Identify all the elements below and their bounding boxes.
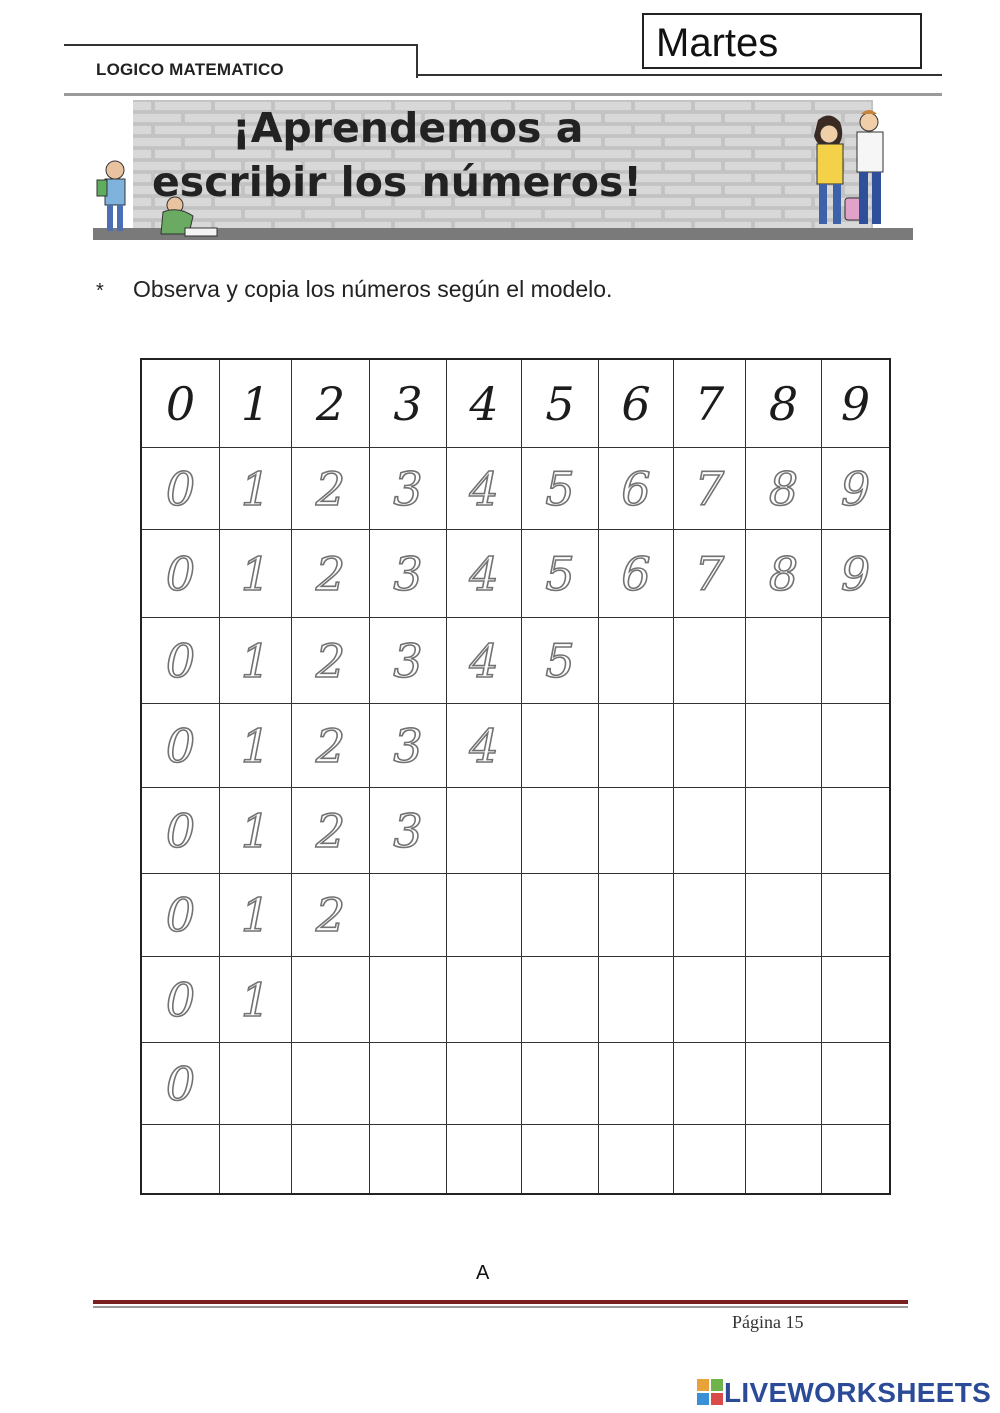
- grid-cell[interactable]: [522, 874, 599, 957]
- grid-cell[interactable]: [746, 788, 822, 874]
- grid-cell: [292, 874, 370, 957]
- tracing-digit: 0: [165, 803, 196, 858]
- model-digit: 7: [694, 376, 725, 431]
- grid-cell: [292, 360, 370, 448]
- grid-cell: [142, 448, 220, 530]
- grid-cell: [142, 874, 220, 957]
- grid-cell: [292, 618, 370, 704]
- grid-cell: [674, 448, 746, 530]
- grid-cell: [370, 530, 447, 618]
- grid-cell[interactable]: [599, 1125, 674, 1193]
- grid-cell[interactable]: [220, 1043, 292, 1125]
- grid-cell[interactable]: [292, 1125, 370, 1193]
- model-digit: 3: [393, 376, 423, 431]
- tracing-digit: 3: [393, 633, 423, 688]
- model-digit: 2: [315, 376, 346, 431]
- grid-cell: [822, 530, 889, 618]
- tracing-digit: 0: [165, 718, 196, 773]
- model-digit: 8: [768, 376, 799, 431]
- tracing-digit: 1: [240, 718, 271, 773]
- tracing-digit: 4: [469, 546, 499, 601]
- instruction-bullet: *: [96, 280, 104, 302]
- tracing-digit: 2: [315, 718, 346, 773]
- grid-cell: [142, 1043, 220, 1125]
- day-answer-text: Martes: [656, 21, 779, 65]
- grid-cell[interactable]: [822, 1043, 889, 1125]
- page-number: Página 15: [732, 1312, 804, 1332]
- grid-cell: [447, 360, 522, 448]
- grid-cell[interactable]: [746, 1125, 822, 1193]
- tracing-digit: 1: [240, 803, 271, 858]
- grid-cell: [599, 530, 674, 618]
- tracing-digit: 7: [694, 461, 725, 516]
- grid-cell[interactable]: [822, 618, 889, 704]
- grid-cell[interactable]: [822, 1125, 889, 1193]
- tracing-digit: 9: [840, 546, 871, 601]
- grid-cell: [822, 448, 889, 530]
- grid-cell: [220, 874, 292, 957]
- grid-cell: [447, 448, 522, 530]
- model-digit: 5: [545, 376, 575, 431]
- tracing-digit: 0: [165, 1056, 196, 1111]
- tracing-digit: 8: [768, 461, 799, 516]
- grid-cell[interactable]: [674, 957, 746, 1043]
- grid-cell[interactable]: [599, 618, 674, 704]
- grid-cell: [220, 360, 292, 448]
- grid-cell: [746, 360, 822, 448]
- grid-cell[interactable]: [447, 874, 522, 957]
- grid-cell: [599, 360, 674, 448]
- tracing-digit: 6: [621, 546, 651, 601]
- grid-cell[interactable]: [447, 1043, 522, 1125]
- grid-cell[interactable]: [822, 704, 889, 788]
- grid-cell: [522, 448, 599, 530]
- tracing-digit: 3: [393, 546, 423, 601]
- grid-cell[interactable]: [674, 1125, 746, 1193]
- tracing-digit: 0: [165, 633, 196, 688]
- header-rule: [416, 74, 942, 76]
- grid-cell[interactable]: [599, 874, 674, 957]
- grid-cell[interactable]: [599, 704, 674, 788]
- grid-cell: [447, 618, 522, 704]
- banner-title-line1: ¡Aprendemos a: [232, 104, 584, 152]
- tracing-digit: 5: [545, 461, 575, 516]
- tracing-digit: 2: [315, 803, 346, 858]
- tracing-digit: 2: [315, 888, 346, 942]
- grid-cell[interactable]: [746, 1043, 822, 1125]
- grid-cell[interactable]: [674, 1043, 746, 1125]
- instruction-text: Observa y copia los números según el modelo.: [133, 276, 613, 302]
- grid-cell[interactable]: [142, 1125, 220, 1193]
- grid-cell[interactable]: [370, 957, 447, 1043]
- grid-cell: [292, 448, 370, 530]
- tracing-digit: 4: [469, 633, 499, 688]
- model-digit: 0: [165, 376, 196, 431]
- tracing-digit: 2: [315, 633, 346, 688]
- grid-cell: [142, 530, 220, 618]
- tracing-digit: 1: [240, 461, 271, 516]
- grid-cell: [220, 530, 292, 618]
- grid-cell: [522, 530, 599, 618]
- grid-cell: [220, 704, 292, 788]
- grid-cell[interactable]: [746, 957, 822, 1043]
- grid-cell: [447, 704, 522, 788]
- grid-cell[interactable]: [746, 618, 822, 704]
- tracing-digit: 4: [469, 461, 499, 516]
- grid-cell[interactable]: [674, 618, 746, 704]
- grid-cell[interactable]: [822, 874, 889, 957]
- grid-cell[interactable]: [522, 704, 599, 788]
- model-digit: 9: [840, 376, 871, 431]
- grid-cell: [522, 618, 599, 704]
- grid-cell[interactable]: [522, 788, 599, 874]
- tracing-digit: 1: [240, 888, 271, 942]
- tracing-digit: 5: [545, 546, 575, 601]
- grid-cell: [220, 618, 292, 704]
- grid-cell[interactable]: [370, 1125, 447, 1193]
- tracing-digit: 3: [393, 803, 423, 858]
- grid-cell: [142, 618, 220, 704]
- grid-cell[interactable]: [522, 957, 599, 1043]
- grid-cell[interactable]: [746, 704, 822, 788]
- tracing-digit: 0: [165, 888, 196, 942]
- grid-cell: [370, 360, 447, 448]
- tracing-digit: 1: [240, 972, 271, 1027]
- grid-cell: [142, 788, 220, 874]
- grid-cell: [292, 788, 370, 874]
- tracing-digit: 2: [315, 461, 346, 516]
- tracing-digit: 2: [315, 546, 346, 601]
- model-digit: 6: [621, 376, 651, 431]
- grid-cell: [370, 618, 447, 704]
- grid-cell[interactable]: [370, 874, 447, 957]
- footer-rule: [93, 1300, 908, 1304]
- tracing-digit: 1: [240, 633, 271, 688]
- grid-cell[interactable]: [370, 1043, 447, 1125]
- grid-cell[interactable]: [292, 957, 370, 1043]
- grid-cell[interactable]: [822, 957, 889, 1043]
- tracing-digit: 3: [393, 461, 423, 516]
- tracing-digit: 3: [393, 718, 423, 773]
- tracing-digit: 0: [165, 546, 196, 601]
- grid-cell: [370, 704, 447, 788]
- tracing-digit: 0: [165, 461, 196, 516]
- grid-cell: [522, 360, 599, 448]
- header-divider: [64, 93, 942, 96]
- grid-cell[interactable]: [447, 1125, 522, 1193]
- tracing-digit: 5: [545, 633, 575, 688]
- grid-cell[interactable]: [599, 788, 674, 874]
- tracing-digit: 7: [694, 546, 725, 601]
- grid-cell[interactable]: [522, 1125, 599, 1193]
- grid-cell: [674, 360, 746, 448]
- grid-cell: [292, 704, 370, 788]
- grid-cell[interactable]: [599, 1043, 674, 1125]
- tracing-digit: 8: [768, 546, 799, 601]
- grid-cell: [370, 788, 447, 874]
- grid-cell: [746, 448, 822, 530]
- liveworksheets-logo-icon: [697, 1379, 723, 1405]
- grid-cell[interactable]: [522, 1043, 599, 1125]
- grid-cell: [370, 448, 447, 530]
- grid-cell: [220, 957, 292, 1043]
- model-digit: 1: [240, 376, 271, 431]
- footer-rule-grey: [93, 1306, 908, 1308]
- grid-cell[interactable]: [674, 704, 746, 788]
- grid-cell[interactable]: [599, 957, 674, 1043]
- grid-cell: [292, 530, 370, 618]
- grid-cell[interactable]: [674, 788, 746, 874]
- grid-cell[interactable]: [674, 874, 746, 957]
- grid-cell: [599, 448, 674, 530]
- grid-cell: [220, 788, 292, 874]
- tracing-digit: 0: [165, 972, 196, 1027]
- tracing-digit: 4: [469, 718, 499, 773]
- number-practice-grid: [140, 358, 891, 1195]
- grid-cell: [674, 530, 746, 618]
- subject-title: LOGICO MATEMATICO: [96, 60, 284, 79]
- grid-cell: [746, 530, 822, 618]
- tracing-digit: 6: [621, 461, 651, 516]
- grid-cell: [142, 704, 220, 788]
- grid-cell: [142, 957, 220, 1043]
- banner-title-line2: escribir los números!: [152, 158, 642, 206]
- grid-cell: [822, 360, 889, 448]
- grid-cell: [447, 530, 522, 618]
- grid-cell: [142, 360, 220, 448]
- grid-cell[interactable]: [447, 957, 522, 1043]
- grid-cell[interactable]: [822, 788, 889, 874]
- grid-cell: [220, 448, 292, 530]
- grid-cell[interactable]: [447, 788, 522, 874]
- answer-letter: A: [476, 1262, 490, 1284]
- grid-cell[interactable]: [220, 1125, 292, 1193]
- tracing-digit: 1: [240, 546, 271, 601]
- grid-cell[interactable]: [746, 874, 822, 957]
- tracing-digit: 9: [840, 461, 871, 516]
- liveworksheets-brand: LIVEWORKSHEETS: [724, 1377, 992, 1408]
- model-digit: 4: [469, 376, 499, 431]
- grid-cell[interactable]: [292, 1043, 370, 1125]
